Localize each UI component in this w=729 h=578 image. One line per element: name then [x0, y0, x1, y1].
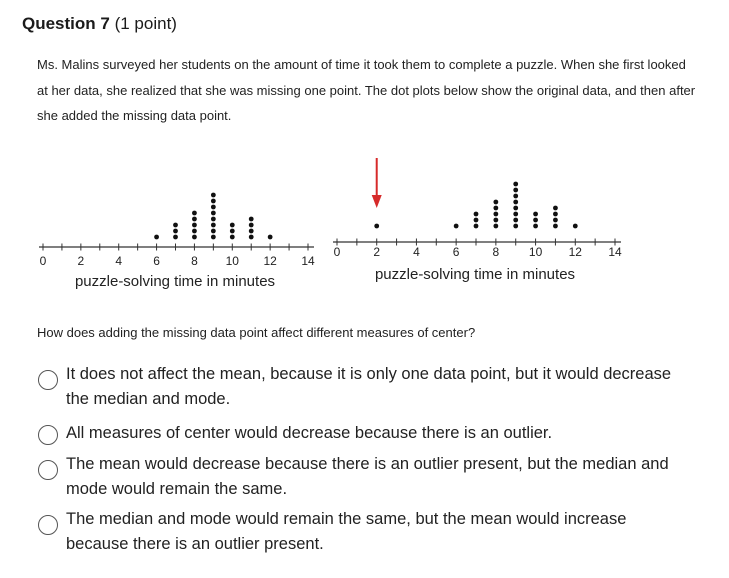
data-dot [493, 212, 498, 217]
data-dot [268, 235, 273, 240]
x-tick-label: 14 [608, 245, 622, 259]
data-dot [553, 224, 558, 229]
data-dot [211, 193, 216, 198]
data-dot [553, 218, 558, 223]
radio-button-b[interactable] [38, 425, 58, 445]
x-tick-label: 6 [452, 245, 460, 259]
x-tick-label: 10 [225, 254, 239, 268]
data-dot [513, 188, 518, 193]
x-tick-label: 0 [333, 245, 341, 259]
x-tick-label: 2 [77, 254, 85, 268]
data-dot [192, 229, 197, 234]
data-dot [154, 235, 159, 240]
data-dot [374, 224, 379, 229]
answer-option-d-text: The median and mode would remain the same, but the mean would increase because there is an outlier present. [66, 510, 627, 553]
data-dot [230, 229, 235, 234]
radio-button-a[interactable] [38, 370, 58, 390]
x-tick-label: 4 [413, 245, 420, 259]
data-dot [533, 218, 538, 223]
x-tick-label: 8 [492, 245, 500, 259]
data-dot [493, 200, 498, 205]
data-dot [192, 223, 197, 228]
data-dot [192, 211, 197, 216]
data-dot [230, 235, 235, 240]
data-dot [211, 199, 216, 204]
dot-plots-figure [0, 140, 729, 300]
data-dot [474, 224, 479, 229]
data-dot [533, 224, 538, 229]
answer-option-a-text: It does not affect the mean, because it is only one data point, but it would decrease the median and mode. [66, 365, 672, 408]
x-tick-label: 12 [263, 254, 277, 268]
radio-button-c[interactable] [38, 460, 58, 480]
x-tick-label: 4 [115, 254, 123, 268]
x-tick-label: 0 [39, 254, 47, 268]
x-tick-label: 8 [191, 254, 198, 268]
data-dot [249, 229, 254, 234]
x-tick-label: 10 [528, 245, 543, 259]
data-dot [173, 235, 178, 240]
question-text: Ms. Malins surveyed her students on the amount of time it took them to complete a puzzle. When she first looked at her data, she realized that she was missing one point. The dot plots below show the original data, and then after she added the missing data point. [37, 57, 696, 123]
answer-option-c-text: The mean would decrease because there is an outlier present, but the median and mode would remain the same. [66, 455, 669, 498]
x-tick-label: 6 [153, 254, 160, 268]
data-dot [493, 206, 498, 211]
data-dot [493, 224, 498, 229]
answer-option-d[interactable] [38, 507, 678, 557]
answer-option-b-text: All measures of center would decrease because there is an outlier. [66, 424, 553, 442]
data-dot [513, 224, 518, 229]
question-header [22, 14, 177, 34]
data-dot [211, 229, 216, 234]
data-dot [173, 229, 178, 234]
data-dot [173, 223, 178, 228]
data-dot [573, 224, 578, 229]
data-dot [513, 212, 518, 217]
answer-option-c[interactable] [38, 452, 678, 502]
data-dot [513, 194, 518, 199]
data-dot [454, 224, 459, 229]
data-dot [192, 217, 197, 222]
data-dot [513, 218, 518, 223]
data-dot [211, 217, 216, 222]
x-tick-label: 14 [301, 254, 315, 268]
data-dot [553, 212, 558, 217]
data-dot [249, 223, 254, 228]
question-number: Question 7 [22, 14, 110, 33]
data-dot [553, 206, 558, 211]
answer-option-b[interactable] [38, 421, 678, 446]
x-axis-label: puzzle-solving time in minutes [74, 273, 276, 290]
x-axis-label: puzzle-solving time in minutes [374, 266, 576, 283]
answer-option-a[interactable] [38, 362, 678, 412]
data-dot [211, 223, 216, 228]
data-dot [474, 218, 479, 223]
data-dot [513, 200, 518, 205]
question-points: (1 point) [114, 14, 177, 33]
data-dot [211, 211, 216, 216]
dot-plot-original [35, 140, 325, 300]
data-dot [211, 205, 216, 210]
annotation-arrow-head [372, 195, 382, 208]
x-tick-label: 12 [568, 245, 582, 259]
data-dot [474, 212, 479, 217]
dot-plot-with-missing-point [330, 140, 630, 300]
data-dot [249, 235, 254, 240]
radio-button-d[interactable] [38, 515, 58, 535]
data-dot [249, 217, 254, 222]
data-dot [192, 235, 197, 240]
question-prompt: How does adding the missing data point affect different measures of center? [37, 325, 476, 340]
data-dot [493, 218, 498, 223]
data-dot [533, 212, 538, 217]
data-dot [513, 206, 518, 211]
x-tick-label: 2 [373, 245, 381, 259]
data-dot [230, 223, 235, 228]
data-dot [211, 235, 216, 240]
data-dot [513, 182, 518, 187]
